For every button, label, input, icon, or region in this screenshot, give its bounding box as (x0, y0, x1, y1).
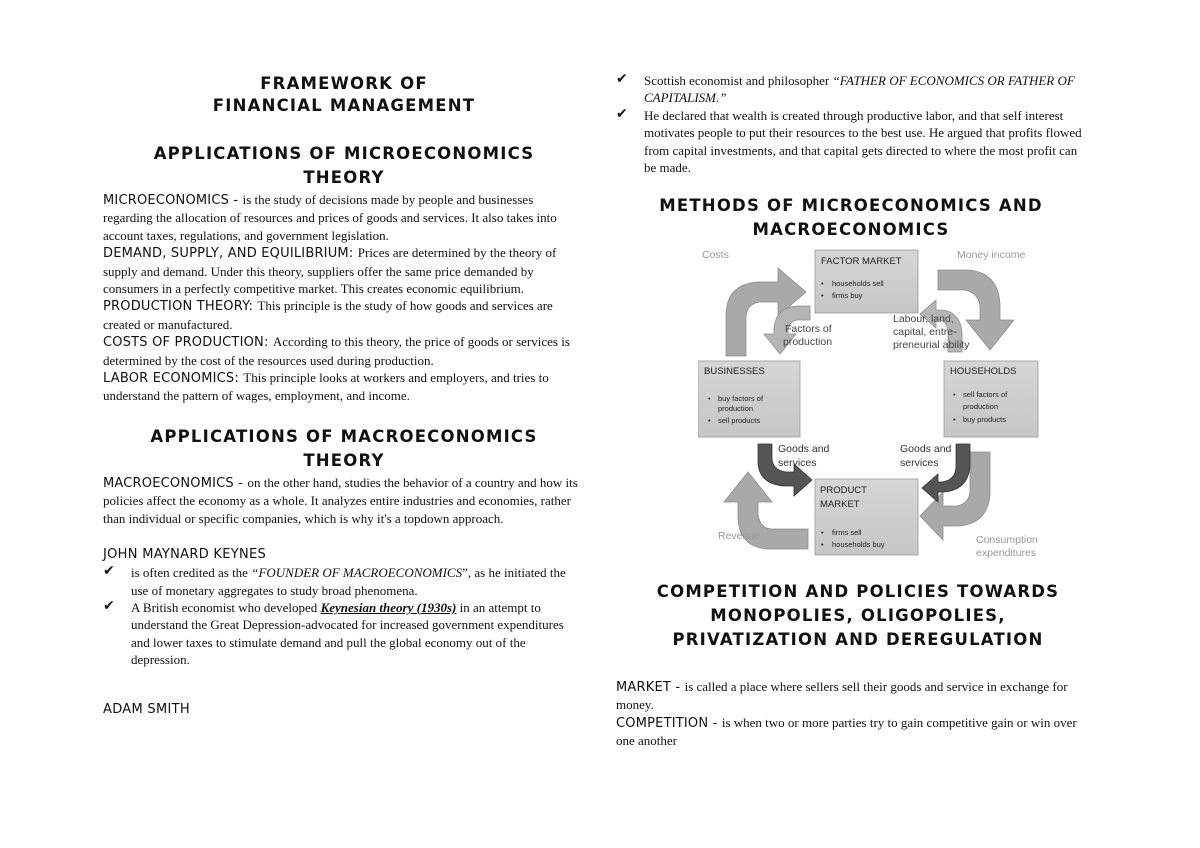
revenue-label: Revenue (718, 530, 761, 542)
goods-services-left-2: services (778, 457, 817, 469)
smith-bullet: ✔ Scottish economist and philosopher “FATHER OF ECONOMICS OR FATHER OF CAPITALISM.” (616, 71, 1075, 106)
labour-label-3: preneurial ability (893, 339, 970, 351)
right-column (616, 71, 1086, 749)
competition-heading-line-3: PRIVATIZATION AND DEREGULATION (672, 630, 1044, 649)
product-market-item: firms sell (832, 528, 862, 537)
micro-item-text: is the study of decisions made by people and businesses regarding the allocation of resources and prices of goods and services. It also takes into account taxes, regulations, and government legislation. (103, 192, 557, 243)
factor-market-item: households sell (832, 279, 884, 288)
micro-heading (103, 142, 585, 190)
macro-heading-line-1: APPLICATIONS OF MACROECONOMICS (150, 426, 538, 446)
micro-item-text: According to this theory, the price of goods or services is determined by the cost of the resources used during production. (103, 334, 570, 368)
title-line-1: FRAMEWORK OF (260, 74, 428, 93)
bullet: • (953, 415, 956, 424)
market-term: MARKET - (616, 680, 685, 695)
micro-heading-line-2: THEORY (303, 168, 385, 187)
market-text: is called a place where sellers sell their goods and service in exchange for money. (616, 679, 1068, 713)
goods-services-left-1: Goods and (778, 443, 830, 455)
market-definition (616, 678, 1086, 714)
factor-market-item: firms buy (832, 291, 863, 300)
micro-item-term: PRODUCTION THEORY: (103, 299, 258, 315)
product-market-title-1: PRODUCT (820, 485, 867, 496)
micro-heading-line-1: APPLICATIONS OF MICROECONOMICS (153, 144, 535, 163)
factor-market-item: • (821, 291, 824, 300)
methods-heading-line-1: METHODS OF MICROECONOMICS AND (659, 196, 1043, 216)
households-title: HOUSEHOLDS (950, 366, 1017, 377)
check-icon: ✔ (616, 105, 628, 122)
competition-definition (616, 714, 1086, 750)
businesses-title: BUSINESSES (704, 366, 765, 377)
methods-heading-line-2: MACROECONOMICS (752, 220, 950, 240)
micro-item (103, 369, 585, 405)
competition-heading (616, 580, 1100, 652)
costs-label: Costs (702, 249, 729, 261)
bullet: • (953, 390, 956, 399)
bullet: • (708, 394, 711, 403)
money-income-label: Money income (957, 249, 1026, 261)
check-icon: ✔ (616, 71, 628, 87)
micro-item-term: DEMAND, SUPPLY, AND EQUILIBRIUM: (103, 246, 358, 262)
micro-item (103, 297, 585, 333)
competition-term: COMPETITION - (616, 715, 722, 731)
micro-item (103, 333, 585, 369)
factors-of-production-label-2: production (783, 336, 833, 348)
factor-market-item: • (821, 279, 824, 288)
circular-flow-diagram (698, 244, 1078, 564)
labour-label-1: Labour, land, (893, 313, 954, 325)
market-definitions (616, 678, 1086, 750)
macro-heading-line-2: THEORY (303, 450, 385, 470)
smith-bullet: ✔ He declared that wealth is created through productive labor, and that self interest motivates people to put their resources to the best use. He argued that profits flowed from capital investments, and that capital gets directed to where the most profit can be made. (616, 105, 1082, 176)
factors-of-production-label-1: Factors of (785, 323, 832, 335)
factor-market-title: FACTOR MARKET (821, 256, 902, 267)
title-line-2: FINANCIAL MANAGEMENT (212, 96, 476, 115)
product-market-title-2: MARKET (820, 499, 860, 510)
micro-item-text: This principle is the study of how goods and services are created or manufactured. (103, 298, 553, 332)
macro-heading (103, 425, 585, 473)
left-column (103, 68, 585, 719)
goods-services-right-2: services (900, 457, 939, 469)
micro-item-term: MICROECONOMICS - (103, 193, 243, 208)
households-item: buy products (963, 415, 1006, 424)
households-item: sell factors of (963, 390, 1008, 399)
households-item: production (963, 402, 999, 411)
keynes-name: JOHN MAYNARD KEYNES (103, 547, 267, 563)
micro-item (103, 244, 585, 297)
document-title (103, 73, 585, 117)
goods-services-right-1: Goods and (900, 443, 952, 455)
micro-item (103, 191, 585, 244)
businesses-item: buy factors of (718, 394, 764, 403)
competition-heading-line-2: MONOPOLIES, OLIGOPOLIES, (710, 606, 1006, 625)
micro-item-term: LABOR ECONOMICS: (103, 371, 244, 387)
methods-heading (616, 194, 1086, 242)
consumption-label-1: Consumption (976, 534, 1038, 546)
bullet: • (821, 540, 824, 549)
competition-heading-line-1: COMPETITION AND POLICIES TOWARDS (656, 582, 1060, 601)
competition-text: is when two or more parties try to gain competitive gain or win over one another (616, 714, 1077, 749)
macro-term: MACROECONOMICS - (103, 475, 248, 491)
consumption-label-2: expenditures (976, 547, 1037, 559)
businesses-item: sell products (718, 416, 761, 425)
micro-items (103, 191, 585, 405)
macro-definition (103, 474, 585, 527)
businesses-item: production (718, 404, 754, 413)
product-market-item: households buy (832, 540, 885, 549)
micro-item-text: Prices are determined by the theory of supply and demand. Under this theory, suppliers offer the same price demanded by consumers in a perfectly competitive market. This creates economic equilibrium. (103, 245, 557, 297)
keynes-bullet: ✔ A British economist who developed Keynesian theory (1930s) in an attempt to understand the Great Depression-advocated for increased government expenditures and lower taxes to stimulate demand and pull the global economy out of the depression. (103, 597, 564, 668)
labour-label-2: capital, entre- (893, 326, 957, 338)
check-icon: ✔ (103, 597, 115, 614)
smith-name: ADAM SMITH (103, 701, 190, 717)
micro-item-term: COSTS OF PRODUCTION: (103, 335, 273, 351)
keynes-bullet: ✔ is often credited as the “FOUNDER OF MACROECONOMICS”, as he initiated the use of monetary aggregates to study broad phenomena. (103, 563, 566, 598)
bullet: • (708, 416, 711, 425)
check-icon: ✔ (103, 563, 115, 580)
micro-item-text: This principle looks at workers and employers, and tries to understand the pattern of wages, employment, and income. (103, 370, 549, 404)
macro-text: on the other hand, studies the behavior of a country and how its policies affect the economy as a whole. It analyzes entire industries and economies, rather than individual or specific companies, which is why it's a topdown approach. (103, 474, 578, 526)
bullet: • (821, 528, 824, 537)
